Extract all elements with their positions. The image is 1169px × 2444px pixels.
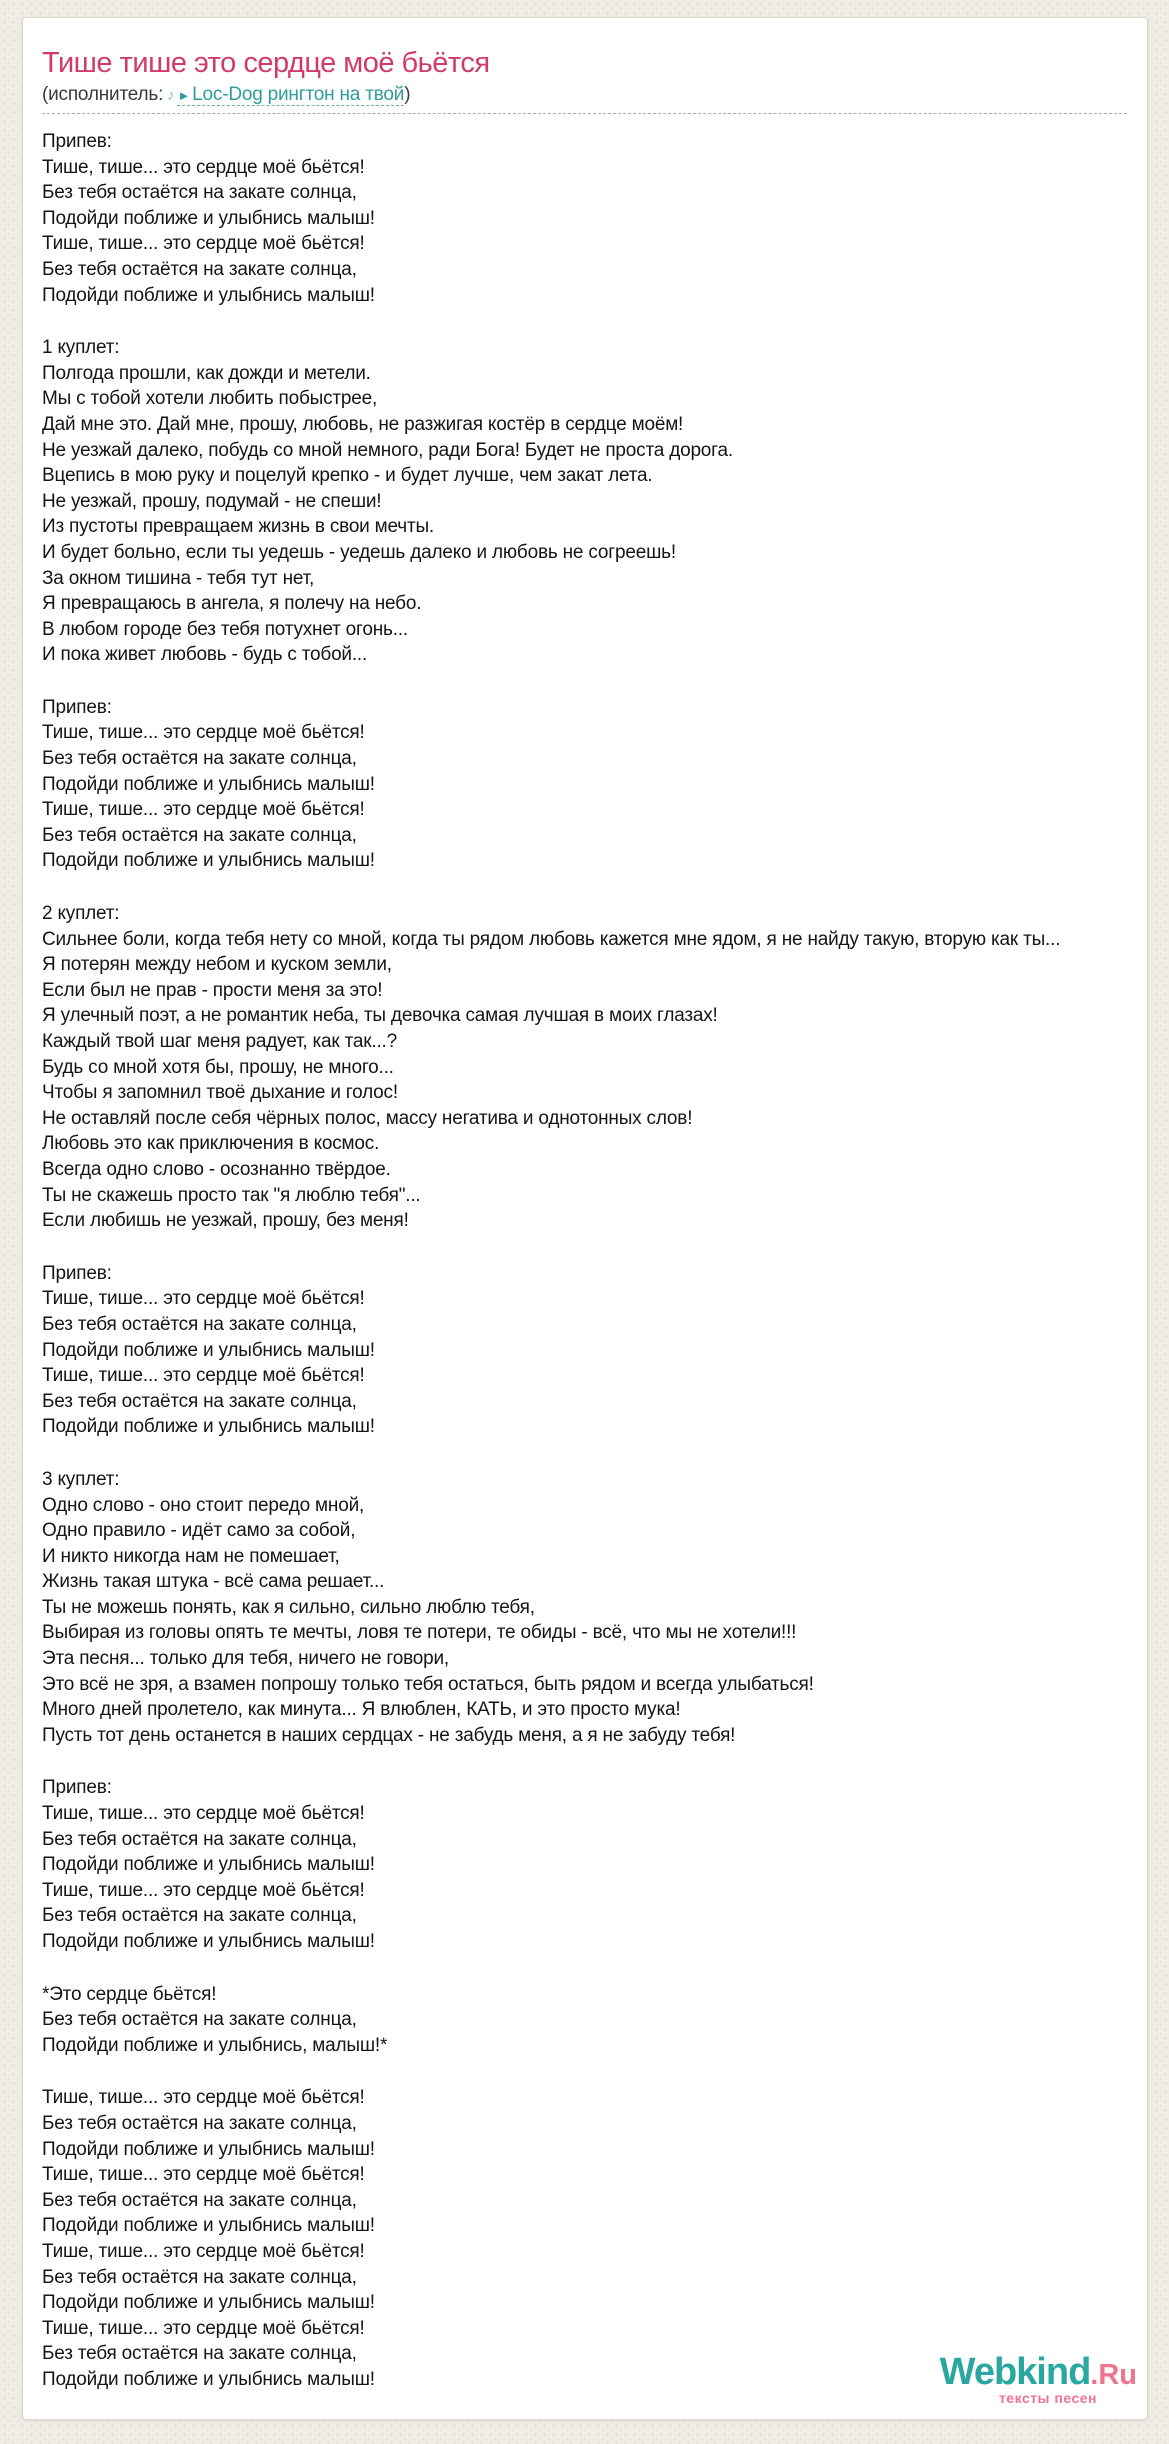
lyric-line: Без тебя остаётся на закате солнца,	[42, 1905, 357, 1927]
site-logo-tagline: тексты песен	[998, 2390, 1097, 2406]
lyric-line: Не уезжай, прошу, подумай - не спеши!	[42, 490, 382, 512]
lyric-line: Подойди поближе и улыбнись малыш!	[42, 2215, 375, 2237]
stanza	[42, 1775, 1127, 1954]
lyric-line: Припев:	[42, 696, 112, 718]
lyric-line: Без тебя остаётся на закате солнца,	[42, 1828, 357, 1850]
lyric-line: Каждый твой шаг меня радует, как так...?	[42, 1031, 397, 1052]
lyric-line: Дай мне это. Дай мне, прошу, любовь, не разжигая костёр в сердце моём!	[42, 413, 684, 435]
lyric-line: И пока живет любовь - будь с тобой...	[42, 644, 368, 666]
artist-link-label: Loc-Dog рингтон на твой	[192, 84, 405, 105]
lyric-line: Подойди поближе и улыбнись малыш!	[42, 1931, 375, 1952]
lyric-line: Пусть тот день останется в наших сердцах - не забудь меня, а я не забуду тебя!	[42, 1724, 736, 1746]
lyric-line: Без тебя остаётся на закате солнца,	[42, 748, 357, 770]
music-note-icon: ♪	[167, 87, 175, 104]
lyric-line: Без тебя остаётся на закате солнца,	[42, 2112, 357, 2134]
lyric-line: Выбирая из головы опять те мечты, ловя те потери, те обиды - всё, что мы не хотели!!!	[42, 1622, 797, 1644]
lyric-line: Подойди поближе и улыбнись малыш!	[42, 850, 375, 872]
lyric-line: Тише, тише... это сердце моё бьётся!	[42, 2317, 365, 2339]
lyric-line: Если любишь не уезжай, прошу, без меня!	[42, 1210, 409, 1232]
lyrics-text	[42, 129, 1127, 2393]
song-title: Тише тише это сердце моё бьётся	[42, 47, 490, 79]
lyrics-card	[22, 17, 1148, 2420]
stanza	[42, 2085, 1127, 2392]
lyric-line: За окном тишина - тебя тут нет,	[42, 567, 315, 589]
lyric-line: Не оставляй после себя чёрных полос, массу негатива и однотонных слов!	[42, 1107, 693, 1129]
lyric-line: *Это сердце бьётся!	[42, 1983, 217, 2005]
lyric-line: Подойди поближе и улыбнись малыш!	[42, 1416, 375, 1438]
lyric-line: Без тебя остаётся на закате солнца,	[42, 1390, 357, 1412]
lyric-line: Подойди поближе и улыбнись малыш!	[42, 2292, 375, 2314]
lyric-line: И никто никогда нам не помешает,	[42, 1545, 340, 1567]
lyric-line: Без тебя остаётся на закате солнца,	[42, 2343, 357, 2365]
artist-suffix-label: )	[404, 84, 411, 105]
lyric-line: Подойди поближе и улыбнись малыш!	[42, 773, 375, 795]
stanza	[42, 335, 1127, 668]
artist-link[interactable]	[177, 84, 404, 106]
lyric-line: Всегда одно слово - осознанно твёрдое.	[42, 1158, 391, 1180]
lyric-line: Я превращаюсь в ангела, я полечу на небо.	[42, 593, 422, 615]
lyric-line: Подойди поближе и улыбнись малыш!	[42, 1854, 375, 1876]
lyric-line: Тише, тише... это сердце моё бьётся!	[42, 2164, 365, 2186]
lyric-line: Одно правило - идёт само за собой,	[42, 1520, 356, 1542]
lyric-line: Жизнь такая штука - всё сама решает...	[42, 1571, 385, 1593]
lyric-line: Мы с тобой хотели любить побыстрее,	[42, 388, 378, 410]
lyric-line: Я улечный поэт, а не романтик неба, ты девочка самая лучшая в моих глазах!	[42, 1005, 718, 1027]
stanza	[42, 901, 1127, 1234]
stanza	[42, 695, 1127, 874]
lyric-line: Без тебя остаётся на закате солнца,	[42, 1313, 357, 1335]
stanza	[42, 129, 1127, 308]
stanza	[42, 1467, 1127, 1749]
stanza	[42, 1261, 1127, 1440]
lyric-line: Припев:	[42, 1777, 112, 1799]
lyric-line: Тише, тише... это сердце моё бьётся!	[42, 1365, 365, 1387]
lyric-line: Подойди поближе и улыбнись малыш!	[42, 1339, 375, 1361]
lyric-line: Будь со мной хотя бы, прошу, не много...	[42, 1056, 394, 1078]
lyric-line: Сильнее боли, когда тебя нету со мной, когда ты рядом любовь кажется мне ядом, я не найду такую, вторую как ты...	[42, 928, 1061, 950]
lyric-line: Ты не можешь понять, как я сильно, сильно люблю тебя,	[42, 1596, 535, 1618]
lyric-line: 2 куплет:	[42, 903, 120, 925]
site-logo-main: Webkind	[939, 2351, 1091, 2393]
lyric-line: Припев:	[42, 131, 112, 152]
stanza	[42, 1982, 1127, 2059]
lyric-line: Ты не скажешь просто так "я люблю тебя"...	[42, 1184, 421, 1206]
artist-prefix-label: (исполнитель:	[42, 84, 164, 105]
lyric-line: Тише, тише... это сердце моё бьётся!	[42, 1879, 365, 1901]
lyric-line: Подойди поближе и улыбнись, малыш!*	[42, 2034, 388, 2056]
artist-line	[42, 85, 1127, 114]
lyric-line: Без тебя остаётся на закате солнца,	[42, 2009, 357, 2031]
lyric-line: Это всё не зря, а взамен попрошу только тебя остаться, быть рядом и всегда улыбаться!	[42, 1673, 814, 1695]
lyric-line: Тише, тише... это сердце моё бьётся!	[42, 2087, 365, 2109]
lyric-line: Эта песня... только для тебя, ничего не говори,	[42, 1648, 449, 1670]
lyric-line: Полгода прошли, как дожди и метели.	[42, 362, 371, 384]
lyric-line: Тише, тише... это сердце моё бьётся!	[42, 2240, 365, 2262]
lyric-line: Я потерян между небом и куском земли,	[42, 954, 392, 976]
lyric-line: Тише, тише... это сердце моё бьётся!	[42, 156, 365, 178]
lyric-line: Подойди поближе и улыбнись малыш!	[42, 2138, 375, 2160]
lyric-line: Подойди поближе и улыбнись малыш!	[42, 284, 375, 306]
lyric-line: Тише, тише... это сердце моё бьётся!	[42, 722, 365, 744]
lyric-line: Одно слово - оно стоит передо мной,	[42, 1494, 365, 1516]
site-logo[interactable]	[940, 2353, 1137, 2405]
lyric-line: В любом городе без тебя потухнет огонь...	[42, 618, 408, 640]
lyric-line: Из пустоты превращаем жизнь в свои мечты.	[42, 516, 435, 538]
lyric-line: Много дней пролетело, как минута... Я влюблен, КАТЬ, и это просто мука!	[42, 1699, 681, 1721]
lyric-line: И будет больно, если ты уедешь - уедешь далеко и любовь не согреешь!	[42, 541, 676, 563]
lyric-line: Не уезжай далеко, побудь со мной немного, ради Бога! Будет не проста дорога.	[42, 439, 733, 461]
lyric-line: Припев:	[42, 1262, 112, 1284]
lyric-line: Любовь это как приключения в космос.	[42, 1133, 380, 1155]
play-icon: ►	[177, 88, 191, 103]
lyric-line: Без тебя остаётся на закате солнца,	[42, 2266, 357, 2288]
site-logo-suffix: .Ru	[1090, 2359, 1137, 2391]
lyric-line: Вцепись в мою руку и поцелуй крепко - и будет лучше, чем закат лета.	[42, 465, 653, 487]
lyric-line: 3 куплет:	[42, 1468, 120, 1490]
lyric-line: Тише, тише... это сердце моё бьётся!	[42, 1288, 365, 1310]
lyric-line: 1 куплет:	[42, 337, 120, 359]
lyric-line: Подойди поближе и улыбнись малыш!	[42, 207, 375, 229]
lyric-line: Без тебя остаётся на закате солнца,	[42, 824, 357, 846]
site-logo-wordmark	[940, 2353, 1137, 2391]
lyric-line: Подойди поближе и улыбнись малыш!	[42, 2368, 375, 2390]
lyric-line: Тише, тише... это сердце моё бьётся!	[42, 233, 365, 255]
lyric-line: Без тебя остаётся на закате солнца,	[42, 258, 357, 280]
lyric-line: Если был не прав - прости меня за это!	[42, 979, 383, 1001]
lyric-line: Чтобы я запомнил твоё дыхание и голос!	[42, 1082, 398, 1104]
lyric-line: Тише, тише... это сердце моё бьётся!	[42, 799, 365, 821]
lyric-line: Тише, тише... это сердце моё бьётся!	[42, 1803, 365, 1825]
lyric-line: Без тебя остаётся на закате солнца,	[42, 2189, 357, 2211]
lyric-line: Без тебя остаётся на закате солнца,	[42, 182, 357, 204]
